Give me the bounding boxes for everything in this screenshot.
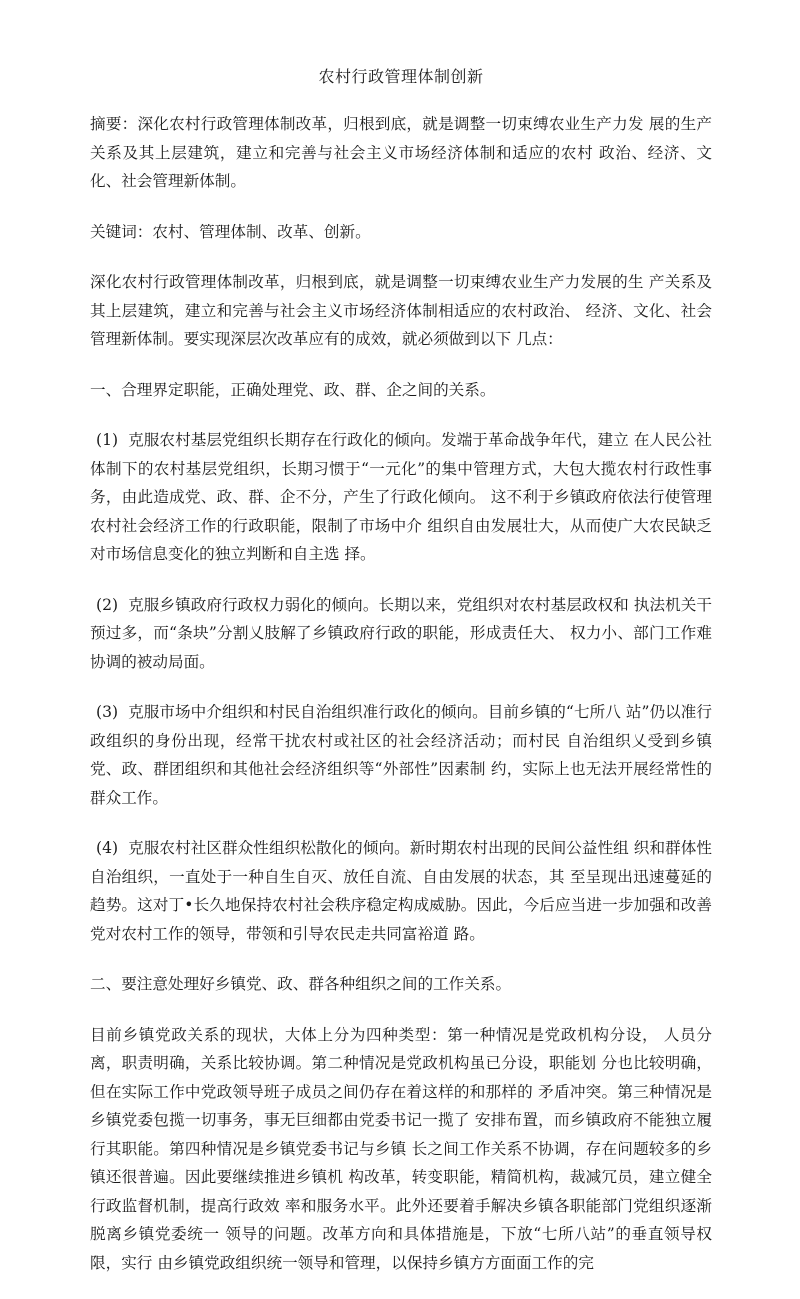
keywords-paragraph: 关键词：农村、管理体制、改革、创新。	[90, 222, 371, 241]
list-item-4	[90, 834, 712, 948]
section-2-heading: 二、要注意处理好乡镇党、政、群各种组织之间的工作关系。	[90, 975, 512, 993]
intro-paragraph: 深化农村行政管理体制改革，归根到底，就是调整一切束缚农业生产力发展的生 产关系及其上层建筑，建立和完善与社会主义市场经济体制相适应的农村政治、 经济、文化、社会管理新体制。要实现深层次改革应有的成效，就必须做到以下 几点：	[90, 273, 712, 348]
document-page	[90, 66, 712, 1299]
section-1-heading: 一、合理界定职能，正确处理党、政、群、企之间的关系。	[90, 380, 496, 399]
list-item-3	[90, 698, 712, 812]
item-number: (2)	[96, 595, 119, 614]
item-number: (1)	[96, 431, 119, 449]
item-text: 克服农村社区群众性组织松散化的倾向。新时期农村出现的民间公益性组 织和群体性自治组织，一直处于一种自生自灭、放任自流、自由发展的状态，其 至呈现出迅速蔓延的趋势。这对丁•长久地保持农村社会秩序稳定构成威胁。因此，今后应当进一步加强和改善党对农村工作的领导，带领和引导农民走共同富裕道 路。	[90, 839, 712, 943]
item-text: 克服市场中介组织和村民自治组织准行政化的倾向。目前乡镇的“七所八 站”仍以准行政组织的身份出现，经常干扰农村或社区的社会经济活动；而村民 自治组织乂受到乡镇党、政、群团组织和其他社会经济组织等“外部性”因素制 约，实际上也无法开展经常性的群众工作。	[90, 703, 712, 807]
item-text: 克服乡镇政府行政权力弱化的倾向。长期以来，党组织对农村基层政权和 执法机关干预过多，而“条块”分割乂肢解了乡镇政府行政的职能，形成责任大、 权力小、部门工作难协调的被动局面。	[90, 595, 712, 671]
item-text: 克服农村基层党组织长期存在行政化的倾向。发端于革命战争年代，建立 在人民公社体制下的农村基层党组织，长期习惯于“一元化”的集中管理方式，大包大揽农村行政性事务，由此造成党、政、群、企不分，产生了行政化倾向。 这不利于乡镇政府依法行使管理农村社会经济工作的行政职能，限制了市场中介 组织自由发展壮大，从而使广大农民缺乏对市场信息变化的独立判断和自主选 择。	[90, 431, 712, 563]
section-2-body: 目前乡镇党政关系的现状，大体上分为四种类型：第一种情况是党政机构分设， 人员分离，职责明确，关系比较协调。第二种情况是党政机构虽已分设，职能划 分也比较明确，但在实际工作中党政领导班子成员之间仍存在着这样的和那样的 矛盾冲突。第三种情况是乡镇党委包揽一切事务，事无巨细都由党委书记一揽了 安排布置，而乡镇政府不能独立履行其职能。第四种情况是乡镇党委书记与乡镇 长之间工作关系不协调，存在问题较多的乡镇还很普遍。因此要继续推进乡镇机 构改革，转变职能，精简机构，裁减冗员，建立健全行政监督机制，提高行政效 率和服务水平。此外还要着手解决乡镇各职能部门党组织逐渐脱离乡镇党委统一 领导的问题。改革方向和具体措施是，下放“七所八站”的垂直领导权限，实行 由乡镇党政组织统一领导和管理，以保持乡镇方方面面工作的完	[90, 1025, 712, 1272]
list-item-2	[90, 591, 712, 677]
document-title: 农村行政管理体制创新	[318, 67, 484, 86]
item-number: (4)	[96, 839, 119, 857]
item-number: (3)	[96, 703, 119, 721]
abstract-paragraph: 摘要：深化农村行政管理体制改革，归根到底，就是调整一切束缚农业生产力发 展的生产关系及其上层建筑，建立和完善与社会主义市场经济体制和适应的农村 政治、经济、文化、社会管理新体制。	[90, 115, 712, 190]
list-item-1	[90, 426, 712, 569]
